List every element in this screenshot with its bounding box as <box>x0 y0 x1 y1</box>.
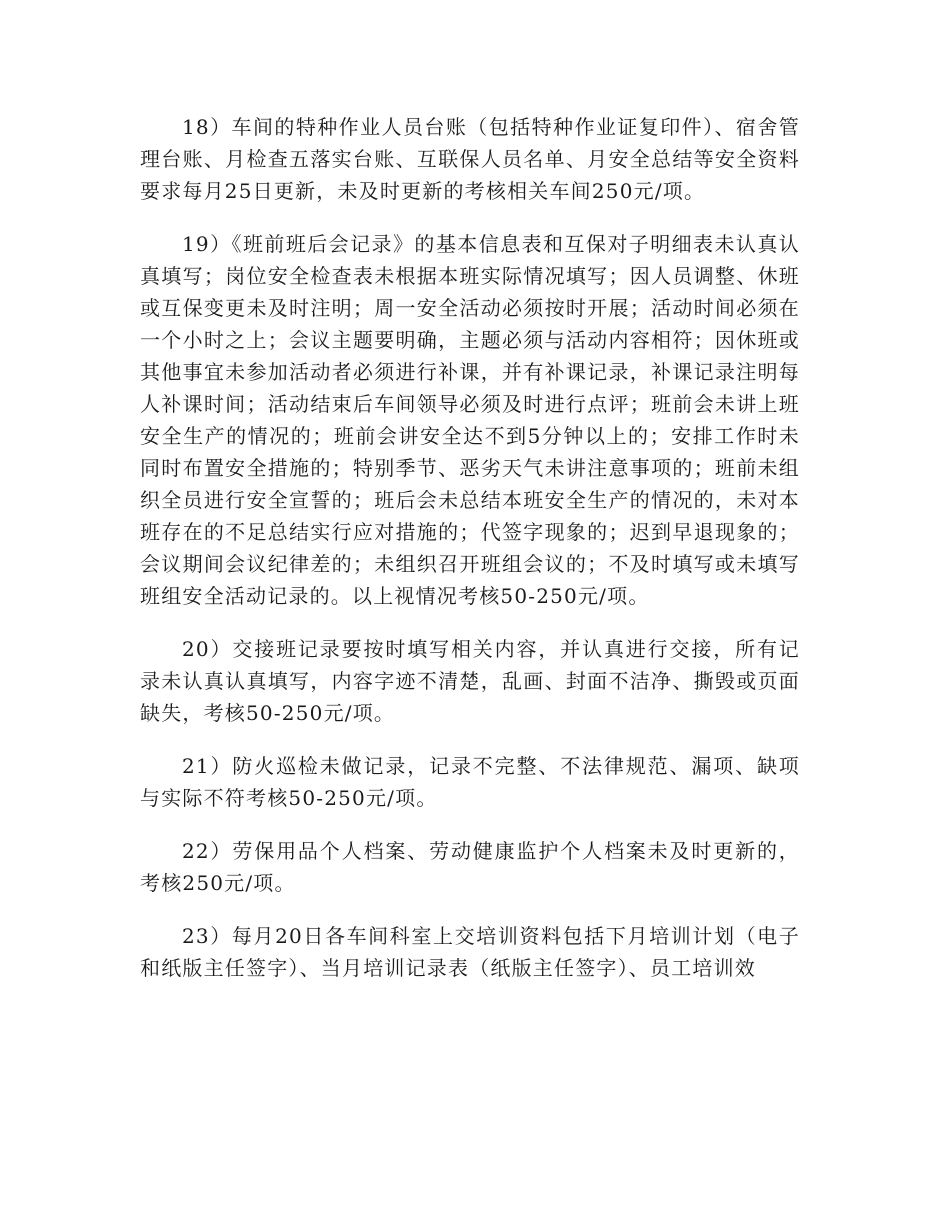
paragraph-20: 20）交接班记录要按时填写相关内容，并认真进行交接，所有记录未认真认真填写，内容字迹不清楚，乱画、封面不洁净、撕毁或页面缺失，考核50-250元/项。 <box>140 637 800 725</box>
paragraph-19: 19）《班前班后会记录》的基本信息表和互保对子明细表未认真认真填写；岗位安全检查表未根据本班实际情况填写；因人员调整、休班或互保变更未及时注明；周一安全活动必须按时开展；活动时间必须在一个小时之上；会议主题要明确，主题必须与活动内容相符；因休班或其他事宜未参加活动者必须进行补课，并有补课记录，补课记录注明每人补课时间；活动结束后车间领导必须及时进行点评；班前会未讲上班安全生产的情况的；班前会讲安全达不到5分钟以上的；安排工作时未同时布置安全措施的；特别季节、恶劣天气未讲注意事项的；班前未组织全员进行安全宣誓的；班后会未总结本班安全生产的情况的，未对本班存在的不足总结实行应对措施的；代签字现象的；迟到早退现象的；会议期间会议纪律差的；未组织召开班组会议的；不及时填写或未填写班组安全活动记录的。以上视情况考核50-250元/项。 <box>140 232 800 608</box>
paragraph-22: 22）劳保用品个人档案、劳动健康监护个人档案未及时更新的，考核250元/项。 <box>140 839 800 895</box>
document-body <box>140 111 800 1005</box>
paragraph-18: 18）车间的特种作业人员台账（包括特种作业证复印件）、宿舍管理台账、月检查五落实台账、互联保人员名单、月安全总结等安全资料要求每月25日更新，未及时更新的考核相关车间250元/项。 <box>140 115 800 203</box>
paragraph-23: 23）每月20日各车间科室上交培训资料包括下月培训计划（电子和纸版主任签字）、当月培训记录表（纸版主任签字）、员工培训效 <box>140 924 800 980</box>
paragraph-21: 21）防火巡检未做记录，记录不完整、不法律规范、漏项、缺项与实际不符考核50-250元/项。 <box>140 754 800 810</box>
